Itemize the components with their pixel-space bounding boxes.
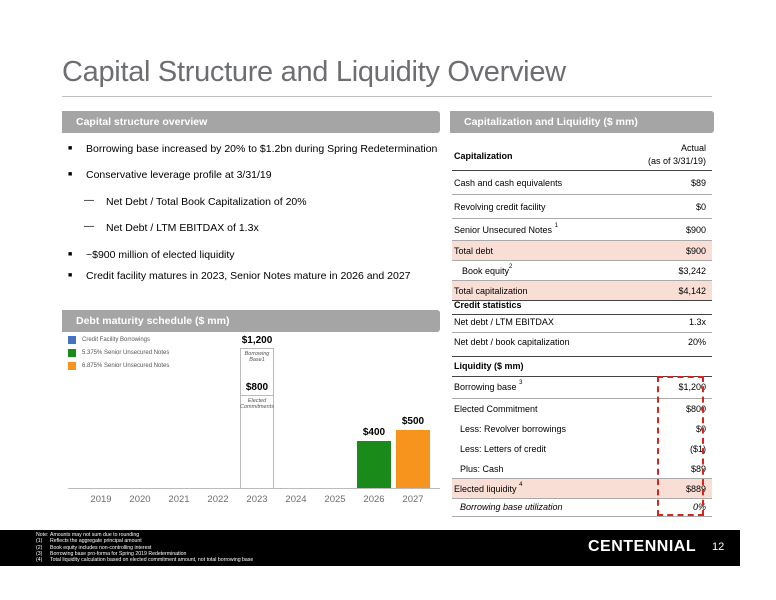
- legend-label: Credit Facility Borrowings: [82, 337, 151, 343]
- actual-label: Actual: [680, 143, 706, 153]
- x-tick-label: 2019: [90, 494, 112, 505]
- row-value: 0%: [692, 502, 706, 512]
- row-label: Elected liquidity: [454, 484, 517, 494]
- dash-marker: —: [84, 195, 94, 206]
- liquidity-label: Liquidity ($ mm): [454, 361, 524, 371]
- credit-stats-label: Credit statistics: [454, 300, 522, 310]
- x-tick-label: 2022: [207, 494, 229, 505]
- footnote-ref: 3: [519, 380, 523, 386]
- bullet-text: Net Debt / LTM EBITDAX of 1.3x: [106, 222, 259, 234]
- row-value: 1.3x: [688, 317, 706, 327]
- legend-swatch: [68, 349, 76, 357]
- title-divider: [62, 96, 712, 97]
- footnote-text: Borrowing base pro-forma for Spring 2019 Redetermination: [50, 550, 187, 557]
- page-title: Capital Structure and Liquidity Overview: [62, 56, 566, 88]
- bullet-text: Conservative leverage profile at 3/31/19: [86, 169, 272, 181]
- bar-inner-label: Elected Commitments: [240, 397, 274, 410]
- capitalization-label: Capitalization: [454, 151, 513, 161]
- legend-label: 5.375% Senior Unsecured Notes: [82, 350, 170, 356]
- row-label: Revolving credit facility: [454, 202, 546, 212]
- row-label: Net debt / LTM EBITDAX: [454, 317, 554, 327]
- row-value: $89: [690, 464, 706, 474]
- capital-structure-header: Capital structure overview: [62, 111, 440, 133]
- footnote: [36, 557, 253, 563]
- row-value: $800: [685, 404, 706, 414]
- table-row: [452, 315, 712, 333]
- row-label: Total debt: [454, 246, 494, 256]
- row-value: $89: [690, 178, 706, 188]
- row-value: $4,142: [678, 286, 706, 296]
- footnote-number: (4): [36, 557, 43, 564]
- footnote-ref: 1: [554, 223, 558, 229]
- row-value: $3,242: [678, 266, 706, 276]
- footnote-number: (1): [36, 538, 43, 545]
- legend-label: 6.875% Senior Unsecured Notes: [82, 363, 170, 369]
- bullet-marker: ■: [68, 171, 73, 178]
- as-of-label: (as of 3/31/19): [647, 156, 706, 166]
- table-row: [452, 333, 712, 357]
- row-label: Borrowing base: [454, 382, 517, 392]
- row-value: $1,200: [678, 382, 706, 392]
- bar-value-label: $400: [362, 427, 386, 439]
- x-tick-label: 2025: [324, 494, 346, 505]
- capitalization-liquidity-header: Capitalization and Liquidity ($ mm): [450, 111, 714, 133]
- chart-bar: [357, 441, 391, 488]
- dash-marker: —: [84, 221, 94, 232]
- legend-swatch: [68, 362, 76, 370]
- table-row: [452, 195, 712, 219]
- chart-bar: [396, 430, 430, 488]
- bar-value-label: $500: [401, 415, 425, 427]
- x-tick-label: 2026: [363, 494, 385, 505]
- page-number: 12: [712, 541, 725, 553]
- footnote-text: Book equity includes non-controlling interest: [50, 544, 152, 551]
- footnote-number: Note:: [36, 532, 49, 538]
- footnote-text: Reflects the aggregate principal amount: [50, 538, 142, 545]
- row-label: Net debt / book capitalization: [454, 337, 570, 347]
- x-axis: [68, 488, 440, 489]
- bar-inner-label: Borrowing Base1: [244, 351, 270, 363]
- footnote-ref: 4: [519, 482, 523, 488]
- row-value: $900: [685, 246, 706, 256]
- footnote-text: Amounts may not sum due to rounding: [50, 532, 140, 538]
- bullet-text: Credit facility matures in 2023, Senior Notes mature in 2026 and 2027: [86, 270, 411, 282]
- actual-column-highlight: [657, 376, 704, 516]
- total-debt-row: [452, 241, 712, 261]
- x-tick-label: 2023: [246, 494, 268, 505]
- bullet-text: Net Debt / Total Book Capitalization of 20%: [106, 196, 307, 208]
- row-label: Senior Unsecured Notes: [454, 225, 553, 235]
- debt-maturity-header: Debt maturity schedule ($ mm): [62, 310, 440, 332]
- row-label: Elected Commitment: [454, 404, 538, 414]
- row-label: Cash and cash equivalents: [454, 178, 563, 188]
- row-value: $0: [695, 202, 706, 212]
- credit-stats-title-row: [452, 300, 712, 315]
- bar-value-label: $1,200: [241, 335, 273, 346]
- row-value: 20%: [687, 337, 706, 347]
- x-tick-label: 2021: [168, 494, 190, 505]
- footnote-ref: 2: [509, 264, 513, 270]
- total-capitalization-row: [452, 281, 712, 301]
- footnotes: [36, 532, 253, 563]
- debt-maturity-chart: [68, 336, 440, 508]
- x-tick-label: 2020: [129, 494, 151, 505]
- bar-value-label: $800: [245, 381, 269, 393]
- x-tick-label: 2024: [285, 494, 307, 505]
- row-label: Less: Revolver borrowings: [460, 424, 567, 434]
- row-label: Book equity: [462, 266, 510, 276]
- liquidity-title-row: [452, 357, 712, 377]
- x-tick-label: 2027: [402, 494, 424, 505]
- legend-swatch: [68, 336, 76, 344]
- row-value: $889: [685, 484, 706, 494]
- row-label: Total capitalization: [454, 286, 528, 296]
- bullet-text: ~$900 million of elected liquidity: [86, 249, 235, 261]
- bullet-marker: ■: [68, 272, 73, 279]
- row-label: Less: Letters of credit: [460, 444, 547, 454]
- table-row: [452, 219, 712, 241]
- centennial-logo: CENTENNIAL: [588, 538, 697, 555]
- row-value: $900: [685, 225, 706, 235]
- row-value: $0: [695, 424, 706, 434]
- capitalization-header-row: [452, 135, 712, 171]
- bullet-marker: ■: [68, 145, 73, 152]
- table-row: [452, 171, 712, 195]
- bullet-text: Borrowing base increased by 20% to $1.2bn during Spring Redetermination: [86, 143, 438, 155]
- bullet-marker: ■: [68, 251, 73, 258]
- row-label: Plus: Cash: [460, 464, 504, 474]
- row-label: Borrowing base utilization: [460, 502, 563, 512]
- footnote-number: (3): [36, 550, 43, 557]
- table-row: [452, 261, 712, 281]
- footnote-number: (2): [36, 544, 43, 551]
- footnote-text: Total liquidity calculation based on elected commitment amount, not total borrowing base: [50, 557, 254, 564]
- row-value: ($1): [689, 444, 706, 454]
